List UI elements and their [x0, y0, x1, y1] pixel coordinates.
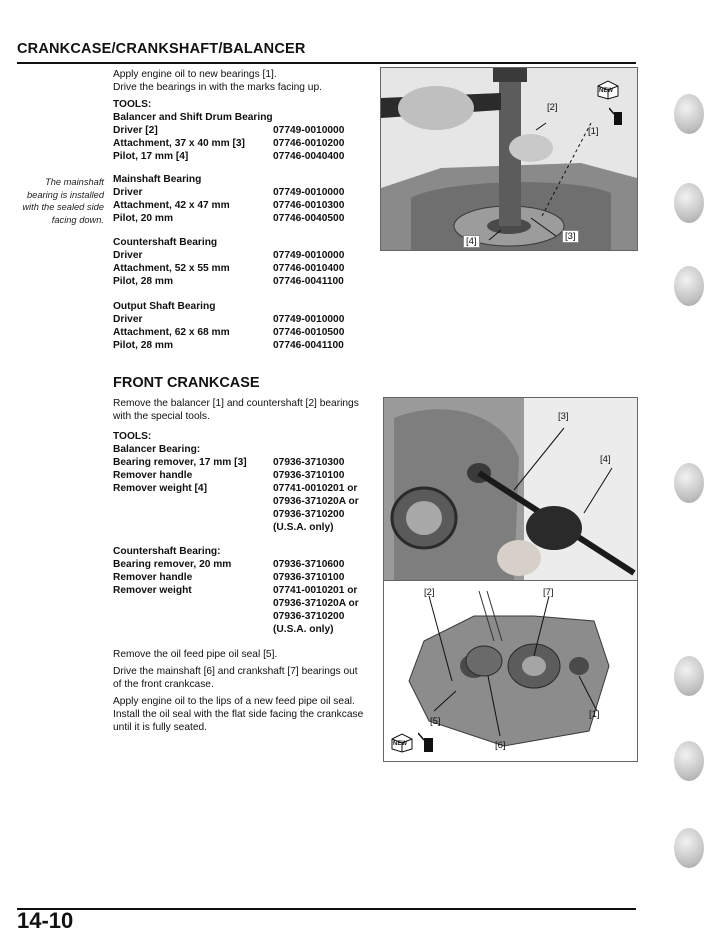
tool-number: 07749-0010000: [273, 125, 345, 136]
callout-label: [2]: [547, 102, 558, 113]
tool-number: 07746-0040400: [273, 151, 345, 162]
tool-number: 07936-371020A or: [273, 598, 359, 609]
new-part-icon: [595, 80, 621, 100]
page-number: 14-10: [17, 908, 74, 933]
step-paragraph: [113, 665, 381, 691]
side-note-line: with the sealed side: [22, 202, 104, 212]
step-paragraph: [113, 648, 381, 661]
tool-name: Driver [2]: [113, 125, 158, 136]
tool-number: (U.S.A. only): [273, 522, 334, 533]
tool-number: 07936-3710200: [273, 611, 345, 622]
tool-number: 07746-0010400: [273, 263, 345, 274]
tool-number: 07936-3710600: [273, 559, 345, 570]
side-note-line: bearing is installed: [26, 189, 104, 200]
step-line: of the front crankcase.: [113, 679, 214, 690]
tool-name: Remover weight [4]: [113, 483, 207, 494]
tool-number: 07749-0010000: [273, 314, 345, 325]
intro-line: Remove the balancer [1] and countershaft [2] bearings: [113, 398, 359, 409]
side-note-line: The mainshaft: [45, 177, 104, 187]
front-crankcase-intro: [113, 397, 378, 423]
intro-line: with the special tools.: [113, 411, 210, 422]
callout-label: [7]: [543, 587, 554, 598]
callout-label: [4]: [463, 235, 480, 248]
tool-number: 07936-3710100: [273, 572, 345, 583]
tool-number: 07741-0010201 or: [273, 585, 358, 596]
tool-name: Remover weight: [113, 585, 192, 596]
tools-heading: TOOLS:: [113, 99, 152, 110]
tool-number: 07936-3710100: [273, 470, 345, 481]
new-part-icon: [390, 733, 414, 753]
callout-label: [3]: [562, 230, 579, 243]
new-icon-label: NEW: [599, 88, 613, 94]
tool-name: Attachment, 42 x 47 mm: [113, 200, 230, 211]
tool-name: Pilot, 20 mm: [113, 213, 174, 224]
intro-line: Apply engine oil to new bearings [1].: [113, 69, 277, 80]
bearing-remover-photo: [383, 397, 638, 581]
tool-number: 07746-0040500: [273, 213, 345, 224]
tool-number: 07746-0010500: [273, 327, 345, 338]
tool-group-title: Output Shaft Bearing: [113, 301, 216, 312]
bearing-remover-illustration: [384, 398, 637, 580]
step-line: Drive the mainshaft [6] and crankshaft [7] bearings out: [113, 666, 358, 677]
callout-label: [1]: [588, 126, 599, 137]
oil-can-icon: [418, 731, 434, 753]
tool-name: Remover handle: [113, 470, 193, 481]
tool-group-title: Countershaft Bearing:: [113, 546, 221, 557]
intro-line: Drive the bearings in with the marks facing up.: [113, 82, 322, 93]
footer-rule: [17, 908, 636, 910]
tool-group-title: Countershaft Bearing: [113, 237, 218, 248]
tool-name: Pilot, 17 mm [4]: [113, 151, 189, 162]
tools-heading: TOOLS:: [113, 431, 152, 442]
front-crankcase-photo: [383, 580, 638, 762]
chapter-tab: [674, 183, 704, 223]
tool-number: 07746-0041100: [273, 340, 344, 351]
step-line: Apply engine oil to the lips of a new feed pipe oil seal.: [113, 696, 355, 707]
tool-number: 07936-3710200: [273, 509, 345, 520]
step-line: until it is fully seated.: [113, 722, 207, 733]
tool-group-title: Balancer Bearing:: [113, 444, 201, 455]
tool-number: 07746-0010200: [273, 138, 345, 149]
step-line: Remove the oil feed pipe oil seal [5].: [113, 649, 278, 660]
tool-number: 07936-371020A or: [273, 496, 359, 507]
side-note: [10, 176, 104, 226]
callout-label: [2]: [424, 587, 435, 598]
tool-name: Driver: [113, 314, 143, 325]
tool-name: Attachment, 62 x 68 mm: [113, 327, 230, 338]
tool-name: Pilot, 28 mm: [113, 340, 174, 351]
oil-can-icon: [609, 106, 623, 126]
chapter-tab: [674, 656, 704, 696]
callout-label: [1]: [589, 709, 600, 720]
bearing-driver-photo: [380, 67, 638, 251]
tool-name: Attachment, 37 x 40 mm [3]: [113, 138, 245, 149]
tool-name: Pilot, 28 mm: [113, 276, 174, 287]
chapter-tab: [674, 463, 704, 503]
tool-number: 07749-0010000: [273, 187, 345, 198]
new-icon-label: NEW: [393, 741, 407, 747]
chapter-tab: [674, 741, 704, 781]
callout-label: [5]: [430, 716, 441, 727]
callout-label: [6]: [495, 740, 506, 751]
bearing-intro: [113, 68, 378, 94]
tool-group-title: Balancer and Shift Drum Bearing: [113, 112, 273, 123]
tool-name: Driver: [113, 250, 143, 261]
tool-number: 07746-0041100: [273, 276, 344, 287]
callout-label: [3]: [558, 411, 569, 422]
tool-name: Bearing remover, 17 mm [3]: [113, 457, 247, 468]
chapter-tab: [674, 266, 704, 306]
tool-number: (U.S.A. only): [273, 624, 334, 635]
step-line: Install the oil seal with the flat side facing the crankcase: [113, 709, 364, 720]
title-rule: [17, 62, 636, 64]
chapter-tab: [674, 828, 704, 868]
tool-name: Bearing remover, 20 mm: [113, 559, 232, 570]
chapter-tab: [674, 94, 704, 134]
tool-number: 07749-0010000: [273, 250, 345, 261]
tool-group-title: Mainshaft Bearing: [113, 174, 202, 185]
step-paragraph: [113, 695, 381, 734]
side-note-line: facing down.: [51, 214, 104, 225]
section-title: FRONT CRANKCASE: [113, 375, 260, 391]
tool-name: Attachment, 52 x 55 mm: [113, 263, 230, 274]
callout-label: [4]: [600, 454, 611, 465]
tool-number: 07746-0010300: [273, 200, 345, 211]
page-title: CRANKCASE/CRANKSHAFT/BALANCER: [17, 41, 306, 57]
tool-number: 07936-3710300: [273, 457, 345, 468]
tool-number: 07741-0010201 or: [273, 483, 358, 494]
tool-name: Remover handle: [113, 572, 193, 583]
tool-name: Driver: [113, 187, 143, 198]
